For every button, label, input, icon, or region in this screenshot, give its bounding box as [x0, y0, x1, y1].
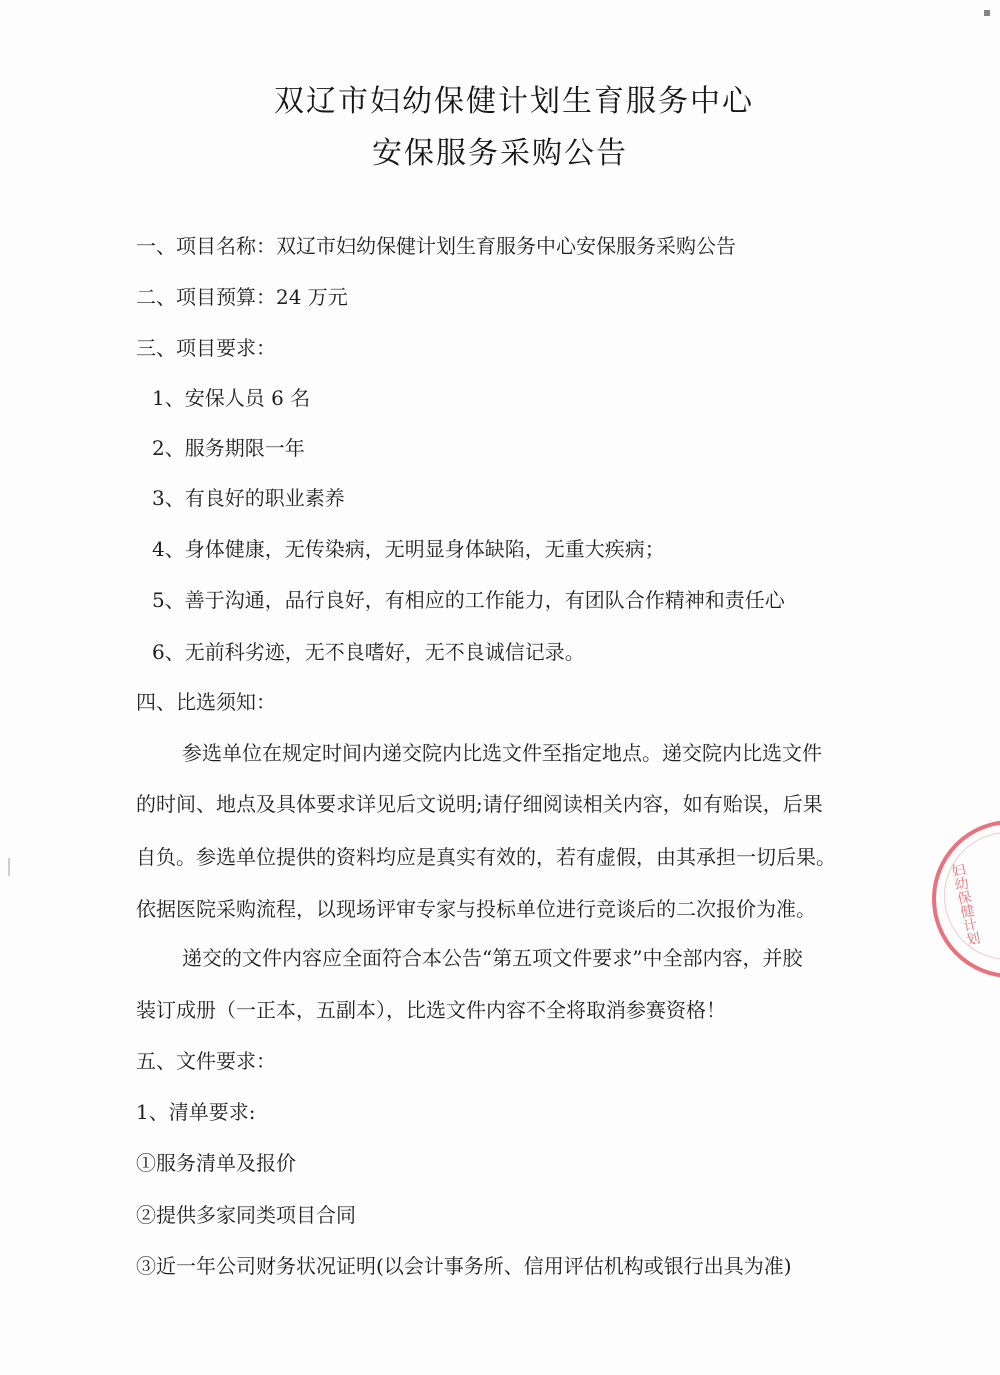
requirement-item: 3、有良好的职业素养	[152, 486, 345, 510]
project-name-line: 一、项目名称：双辽市妇幼保健计划生育服务中心安保服务采购公告	[136, 234, 736, 258]
list-requirement-item: ②提供多家同类项目合同	[136, 1203, 356, 1227]
list-requirement-item: ①服务清单及报价	[136, 1151, 296, 1175]
requirement-item: 5、善于沟通，品行良好，有相应的工作能力，有团队合作精神和责任心	[152, 588, 785, 612]
notice-paragraph-line: 递交的文件内容应全面符合本公告“第五项文件要求”中全部内容，并胶	[182, 946, 803, 970]
document-title-line2: 安保服务采购公告	[372, 136, 628, 171]
document-requirements-heading: 五、文件要求：	[136, 1049, 276, 1073]
requirement-item: 4、身体健康，无传染病，无明显身体缺陷，无重大疾病；	[152, 537, 665, 561]
notice-paragraph-line: 参选单位在规定时间内递交院内比选文件至指定地点。递交院内比选文件	[182, 741, 822, 765]
requirement-item: 1、安保人员 6 名	[152, 386, 311, 410]
requirement-item: 2、服务期限一年	[152, 436, 305, 460]
official-seal	[932, 820, 1000, 978]
list-requirement-item: ③近一年公司财务状况证明(以会计事务所、信用评估机构或银行出具为准)	[136, 1254, 792, 1278]
notice-paragraph-line: 的时间、地点及具体要求详见后文说明;请仔细阅读相关内容，如有贻误，后果	[136, 792, 823, 816]
project-requirements-heading: 三、项目要求：	[136, 336, 276, 360]
seal-text: 妇幼保健计划	[948, 861, 982, 948]
notice-paragraph-line: 自负。参选单位提供的资料均应是真实有效的，若有虚假，由其承担一切后果。	[136, 845, 836, 869]
notice-paragraph-line: 依据医院采购流程，以现场评审专家与投标单位进行竞谈后的二次报价为准。	[136, 897, 816, 921]
requirement-item: 6、无前科劣迹，无不良嗜好，无不良诚信记录。	[152, 640, 585, 664]
document-title-line1: 双辽市妇幼保健计划生育服务中心	[274, 84, 754, 119]
notice-paragraph-line: 装订成册（一正本，五副本），比选文件内容不全将取消参赛资格！	[136, 998, 726, 1022]
scan-mark	[8, 858, 10, 876]
selection-notice-heading: 四、比选须知：	[136, 690, 276, 714]
project-budget-line: 二、项目预算：24 万元	[136, 285, 348, 309]
scan-corner-mark	[984, 10, 990, 16]
list-requirements-title: 1、清单要求:	[136, 1100, 256, 1124]
